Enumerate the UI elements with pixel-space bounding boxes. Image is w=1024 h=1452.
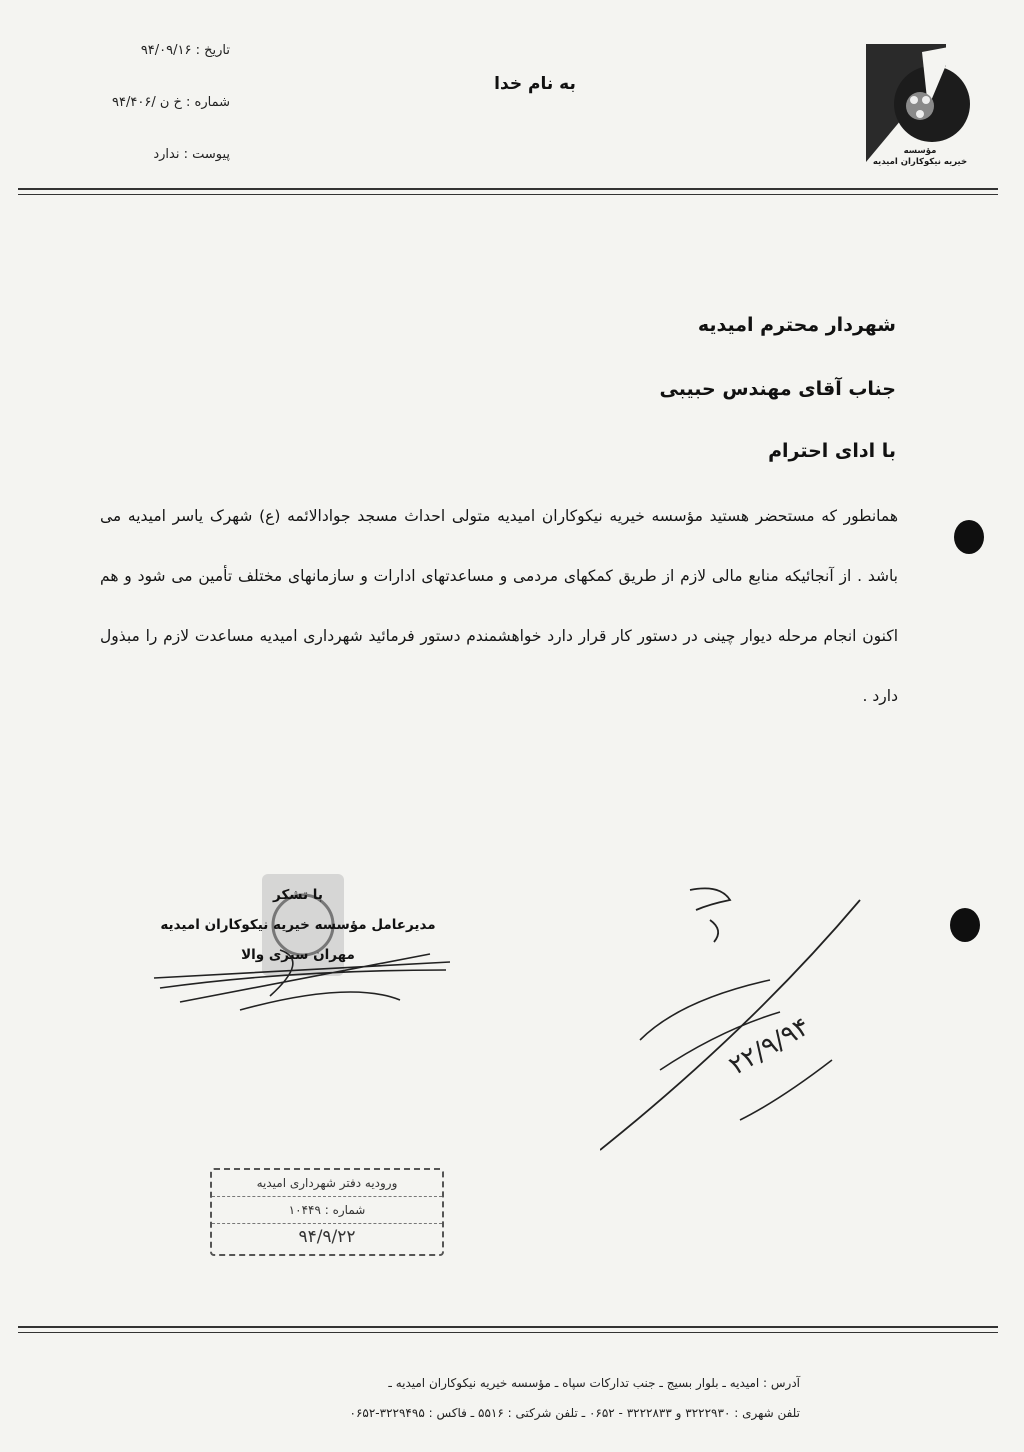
stamp-office: ورودیه دفتر شهرداری امیدیه [212,1170,442,1197]
addressee-line: جناب آقای مهندس حبیبی [659,378,896,400]
logo-caption-line1: مؤسسه [903,146,937,156]
header-rule-top [18,188,998,190]
signature-scribble [150,940,460,1020]
punch-hole-top [954,520,984,554]
letter-body: همانطور که مستحضر هستید مؤسسه خیریه نیکوکاران امیدیه متولی احداث مسجد جوادالائمه (ع) شهرک یاسر امیدیه می باشد . از آنجائیکه منابع مالی لازم از طریق کمکهای مردمی و مساعدتهای ادارات و سازمانهای مختلف تأمین می شود و هم اکنون انجام مرحله دیوار چینی در دستور کار قرار دارد خواهشمندم دستور فرمائید شهرداری امیدیه مساعدت لازم را مبذول دارد . [100,507,898,705]
receipt-stamp [210,1168,444,1256]
stamp-number: شماره : ۱۰۴۴۹ [212,1197,442,1224]
greeting-line: با ادای احترام [768,440,896,462]
stamp-date: ۹۴/۹/۲۲ [298,1227,356,1247]
letter-date: تاریخ : ۹۴/۰۹/۱۶ [140,43,230,58]
handwritten-date: ۲۲/۹/۹۴ [724,1011,815,1082]
letter-meta [70,40,230,196]
footer-rule-top [18,1326,998,1328]
footer-address: آدرس : امیدیه ـ بلوار بسیج ـ جنب تدارکات سپاه ـ مؤسسه خیریه نیکوکاران امیدیه ـ [388,1376,800,1390]
signature-thanks: با تشکر [273,887,323,903]
punch-hole-bottom [950,908,980,942]
recipient-line: شهردار محترم امیدیه [697,314,896,336]
letter-number: شماره : خ ن /۹۴/۴۰۶ [112,95,230,110]
handwritten-referral-note [600,880,870,1160]
header-rule-bottom [18,194,998,195]
letter-attachment: پیوست : ندارد [153,147,230,162]
logo-caption [856,146,984,168]
signature-name: مهران سبزی والا [241,947,355,963]
bismillah-heading: به نام خدا [494,74,576,94]
footer-phones: تلفن شهری : ۳۲۲۲۹۳۰ و ۳۲۲۲۸۳۳ - ۰۶۵۲ ـ تلفن شرکتی : ۵۵۱۶ ـ فاکس : ۳۲۲۹۴۹۵-۰۶۵۲ [349,1406,800,1420]
letter-footer [60,1368,800,1428]
signature-title: مدیرعامل مؤسسه خیریه نیکوکاران امیدیه [160,917,436,933]
footer-rule-bottom [18,1332,998,1333]
logo-caption-line2: خیریه نیکوکاران امیدیه [872,157,968,167]
